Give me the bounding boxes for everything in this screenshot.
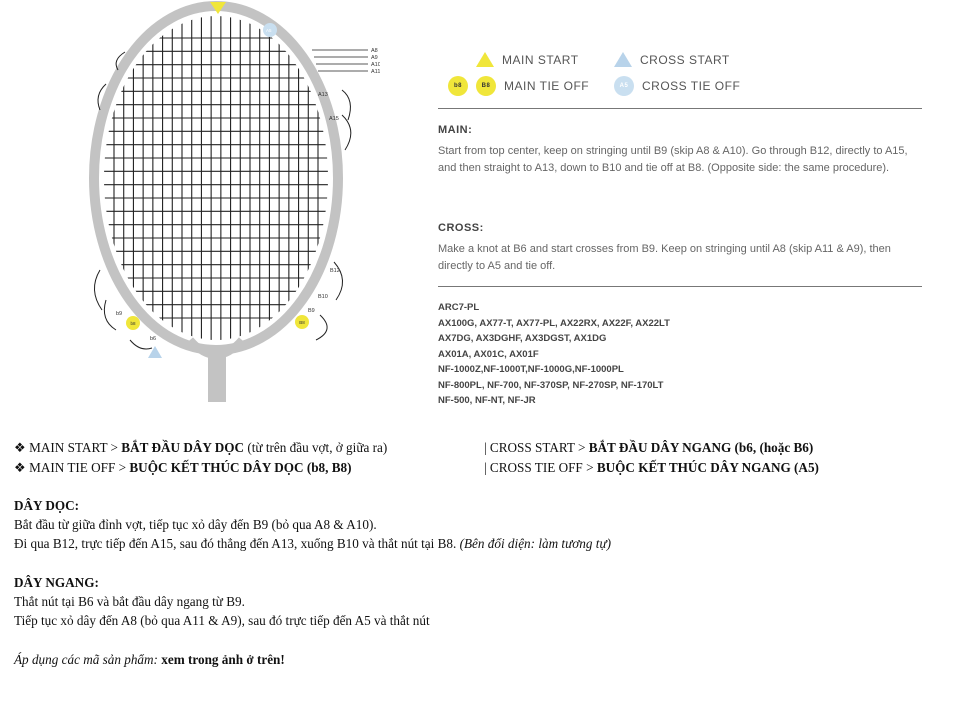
model-line: AX01A, AX01C, AX01F [438,348,539,360]
svg-text:A9: A9 [371,55,378,61]
svg-text:b9: b9 [116,311,123,317]
vn-apply-note: Áp dụng các mã sản phẩm: xem trong ảnh ở trên! [14,652,285,667]
main-heading: MAIN: [438,124,473,136]
divider [438,108,922,109]
svg-text:A8: A8 [371,48,378,54]
svg-text:A5: A5 [266,28,272,33]
bullet-icon: ❖ [14,440,26,455]
model-line: AX7DG, AX3DGHF, AX3DGST, AX1DG [438,333,607,344]
svg-text:b8: b8 [130,321,136,326]
model-list [438,300,670,409]
bullet-icon: ❖ [14,460,26,475]
svg-text:B9: B9 [308,308,315,314]
model-line: NF-1000Z,NF-1000T,NF-1000G,NF-1000PL [438,364,624,375]
vn-line-2-right: | CROSS TIE OFF > BUỘC KẾT THÚC DÂY NGANG (A5) [484,460,819,475]
vn-line-2: ❖ MAIN TIE OFF > BUỘC KẾT THÚC DÂY DỌC (b8, B8) [14,460,352,475]
legend-main-tie-off-label: MAIN TIE OFF [504,79,590,93]
model-line: NF-800PL, NF-700, NF-370SP, NF-270SP, NF-170LT [438,379,664,391]
vn-heading-cross: DÂY NGANG: [14,575,99,590]
vn-cross-text-1: Thắt nút tại B6 và bắt đầu dây ngang từ B9. [14,594,245,609]
main-text: Start from top center, keep on stringing until B9 (skip A8 & A10). Go through B12, directly to A15, and then straight to A13, down to B10 and tie off at B8. (Opposite side: the same procedure). [438,145,908,174]
b8-small-icon: b8 [448,76,468,96]
svg-text:B8: B8 [299,320,305,325]
svg-text:B12: B12 [330,268,340,274]
racket-svg [80,0,380,405]
a5-icon: A5 [614,76,634,96]
model-line: ARC7-PL [438,302,480,313]
svg-text:b6: b6 [150,336,157,342]
svg-text:A15: A15 [329,116,339,122]
vn-main-text-2: Đi qua B12, trực tiếp đến A15, sau đó thẳng đến A13, xuống B10 và thắt nút tại B8. (Bên đối diện: làm tương tự) [14,536,612,551]
main-section [438,122,928,177]
vn-heading-main: DÂY DỌC: [14,498,80,513]
cross-start-marker [148,346,162,358]
svg-text:A11: A11 [371,69,380,75]
legend-main-start [476,52,579,67]
legend-cross-tie-off [614,76,740,96]
vn-line-1-right: | CROSS START > BẮT ĐẦU DÂY NGANG (b6, (hoặc B6) [484,440,814,455]
vn-main-text-1: Bắt đầu từ giữa đỉnh vợt, tiếp tục xỏ dây đến B9 (bỏ qua A8 & A10). [14,517,377,532]
svg-text:A13: A13 [318,92,328,98]
vn-line-1: ❖ MAIN START > BẮT ĐẦU DÂY DỌC (từ trên đầu vợt, ở giữa ra) [14,440,388,455]
racket-frame [94,6,338,350]
racket-diagram [80,0,380,405]
legend-cross-start [614,52,730,67]
divider [438,286,922,287]
main-start-icon [476,52,494,67]
b8-big-icon: B8 [476,76,496,96]
vn-cross-text-2: Tiếp tục xỏ dây đến A8 (bỏ qua A11 & A9), sau đó trực tiếp đến A5 và thắt nút [14,613,430,628]
svg-text:A10: A10 [371,62,380,68]
legend-main-start-label: MAIN START [502,52,579,67]
cross-heading: CROSS: [438,222,484,234]
cross-section [438,220,928,275]
legend-cross-start-label: CROSS START [640,52,730,67]
legend-main-tie-off [448,76,589,96]
model-line: NF-500, NF-NT, NF-JR [438,395,536,406]
legend [448,48,928,108]
cross-start-icon [614,52,632,67]
model-line: AX100G, AX77-T, AX77-PL, AX22RX, AX22F, AX22LT [438,317,670,329]
legend-cross-tie-off-label: CROSS TIE OFF [642,79,741,93]
svg-text:B10: B10 [318,294,328,300]
cross-text: Make a knot at B6 and start crosses from B9. Keep on stringing until A8 (skip A11 & A9), then directly to A5 and tie off. [438,243,891,272]
